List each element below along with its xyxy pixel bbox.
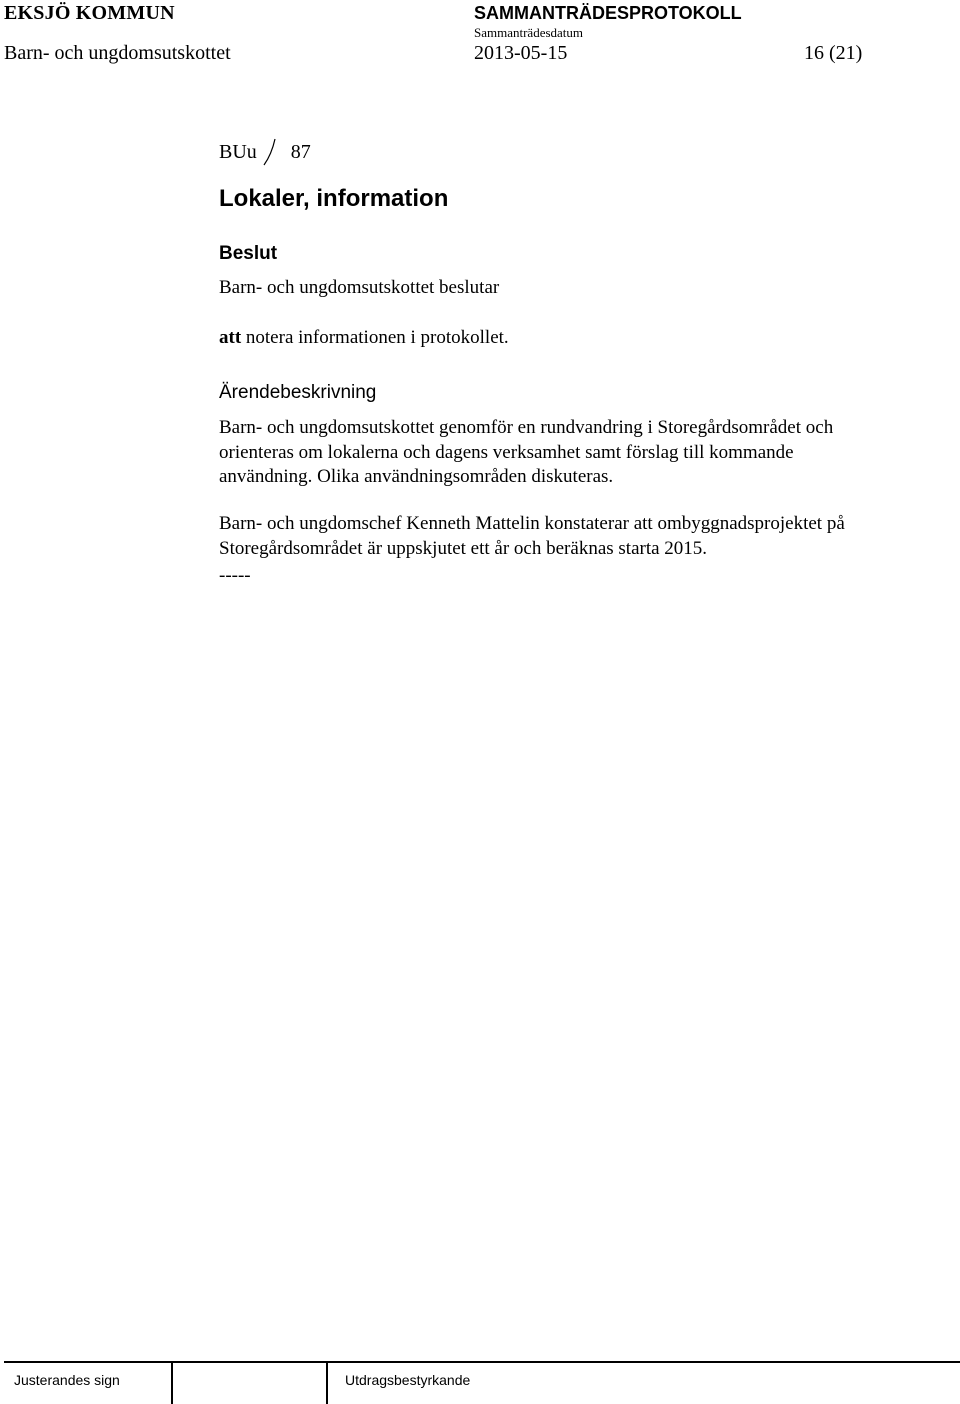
certification-label: Utdragsbestyrkande [345, 1372, 471, 1388]
organization-name: EKSJÖ KOMMUN [4, 2, 175, 24]
description-paragraph-2 [219, 512, 939, 561]
meeting-date: 2013-05-15 [474, 42, 568, 64]
section-mark-icon [261, 138, 287, 166]
case-prefix: BUu [219, 140, 257, 163]
decision-intro: Barn- och ungdomsutskottet beslutar [219, 277, 500, 298]
case-title: Lokaler, information [219, 185, 449, 212]
description-heading: Ärendebeskrivning [219, 382, 377, 403]
document-type: SAMMANTRÄDESPROTOKOLL [474, 3, 742, 23]
footer-divider [171, 1363, 173, 1404]
decision-text: notera informationen i protokollet. [245, 327, 509, 348]
paragraph-line: användning. Olika användningsområden diskuteras. [219, 466, 614, 487]
paragraph-line: Storegårdsområdet är uppskjutet ett år och beräknas starta 2015. [219, 537, 708, 559]
case-number: 87 [290, 140, 311, 163]
decision-clause [219, 327, 509, 349]
paragraph-line: orienteras om lokalerna och dagens verksamhet samt förslag till kommande [219, 441, 794, 463]
paragraph-line: Barn- och ungdomschef Kenneth Mattelin konstaterar att ombyggnadsprojektet på [219, 513, 845, 534]
end-marker: ----- [219, 565, 251, 586]
description-paragraph-1 [219, 416, 939, 490]
paragraph-line: Barn- och ungdomsutskottet genomför en rundvandring i Storegårdsområdet och [219, 417, 834, 438]
decision-keyword: att [219, 327, 242, 348]
committee-name: Barn- och ungdomsutskottet [4, 42, 231, 64]
meeting-date-label: Sammanträdesdatum [474, 25, 584, 40]
signature-label: Justerandes sign [14, 1372, 120, 1388]
case-reference [219, 138, 311, 166]
footer-divider [326, 1363, 328, 1404]
footer-rule [4, 1361, 960, 1363]
page-number: 16 (21) [804, 42, 863, 64]
decision-heading: Beslut [219, 243, 278, 264]
